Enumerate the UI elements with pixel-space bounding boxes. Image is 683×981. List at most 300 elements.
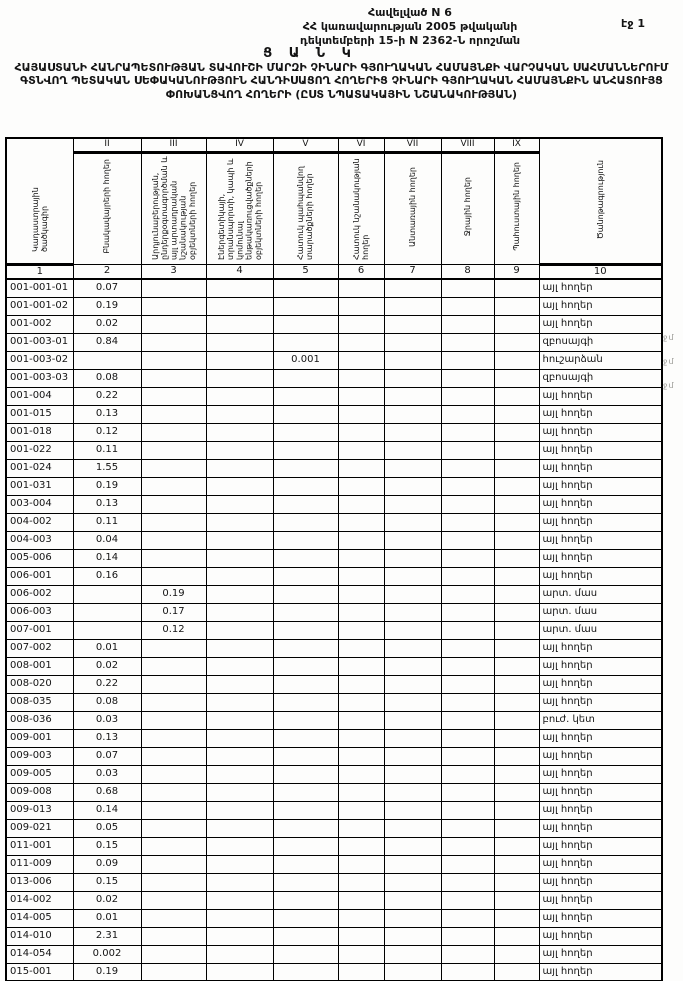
cell-area-value: [384, 549, 441, 567]
land-transfer-table: [5, 137, 663, 981]
cell-area-value: 0.11: [73, 441, 141, 459]
cell-area-value: [141, 801, 206, 819]
cell-area-value: [206, 495, 273, 513]
cell-area-value: [273, 459, 338, 477]
cell-area-value: [494, 477, 539, 495]
cell-area-value: [273, 855, 338, 873]
cell-note: բուժ. կետ: [539, 711, 662, 729]
handwritten-mark: ջմ: [663, 381, 675, 390]
cell-area-value: [494, 801, 539, 819]
cell-area-value: 0.001: [273, 351, 338, 369]
cell-area-value: [338, 639, 384, 657]
cell-area-value: [206, 747, 273, 765]
table-row: [6, 711, 662, 729]
table-row: [6, 657, 662, 675]
cell-note: այլ հողեր: [539, 729, 662, 747]
cell-area-value: [494, 531, 539, 549]
cell-area-value: [441, 891, 494, 909]
cell-area-value: [494, 765, 539, 783]
cell-cadastral-code: 003-004: [6, 495, 73, 513]
page-number: էջ 1: [621, 17, 645, 30]
cell-area-value: [384, 963, 441, 981]
cell-area-value: [384, 351, 441, 369]
col-header-protected-lands: Հատուկ պահպանվող տարածքների հողեր: [273, 152, 338, 264]
cell-cadastral-code: 001-003-01: [6, 333, 73, 351]
cell-area-value: [273, 333, 338, 351]
cell-area-value: [384, 927, 441, 945]
cell-area-value: [441, 513, 494, 531]
cell-cadastral-code: 008-001: [6, 657, 73, 675]
table-row: [6, 585, 662, 603]
cell-note: այլ հողեր: [539, 765, 662, 783]
cell-area-value: [441, 819, 494, 837]
cell-area-value: [141, 819, 206, 837]
cell-area-value: 0.14: [73, 549, 141, 567]
cell-area-value: 0.19: [141, 585, 206, 603]
cell-area-value: [494, 585, 539, 603]
cell-area-value: [494, 333, 539, 351]
cell-area-value: [206, 531, 273, 549]
cell-area-value: [338, 405, 384, 423]
cell-area-value: [273, 567, 338, 585]
cell-note: այլ հողեր: [539, 441, 662, 459]
cell-area-value: [494, 369, 539, 387]
cell-cadastral-code: 008-020: [6, 675, 73, 693]
cell-area-value: [338, 783, 384, 801]
cell-cadastral-code: 001-031: [6, 477, 73, 495]
appendix-reference: [230, 6, 590, 47]
cell-area-value: [273, 909, 338, 927]
table-row: [6, 873, 662, 891]
cell-area-value: [141, 297, 206, 315]
table-row: [6, 297, 662, 315]
table-row: [6, 747, 662, 765]
cell-cadastral-code: 009-001: [6, 729, 73, 747]
cell-area-value: [338, 729, 384, 747]
cell-cadastral-code: 009-021: [6, 819, 73, 837]
table-row: [6, 279, 662, 297]
cell-area-value: [384, 603, 441, 621]
cell-area-value: [141, 315, 206, 333]
cell-area-value: [273, 927, 338, 945]
cell-area-value: 0.03: [73, 711, 141, 729]
cell-note: այլ հողեր: [539, 531, 662, 549]
cell-area-value: [338, 315, 384, 333]
cell-area-value: [384, 765, 441, 783]
table-body: [6, 279, 662, 981]
table-row: [6, 855, 662, 873]
roman-numeral-viii: VIII: [441, 138, 494, 152]
cell-area-value: [273, 423, 338, 441]
cell-area-value: 0.002: [73, 945, 141, 963]
table-row: [6, 801, 662, 819]
cell-area-value: [384, 801, 441, 819]
cell-area-value: [338, 693, 384, 711]
table-row: [6, 405, 662, 423]
cell-area-value: [384, 513, 441, 531]
table-row: [6, 513, 662, 531]
cell-note: այլ հողեր: [539, 567, 662, 585]
cell-area-value: [141, 639, 206, 657]
cell-area-value: [141, 513, 206, 531]
cell-cadastral-code: 008-035: [6, 693, 73, 711]
cell-area-value: [206, 585, 273, 603]
cell-area-value: [338, 945, 384, 963]
cell-area-value: [273, 819, 338, 837]
cell-area-value: [494, 315, 539, 333]
cell-area-value: [494, 441, 539, 459]
roman-numeral-iii: III: [141, 138, 206, 152]
table-row: [6, 477, 662, 495]
cell-area-value: [494, 621, 539, 639]
cell-note: այլ հողեր: [539, 477, 662, 495]
column-number: 1: [6, 264, 73, 279]
cell-area-value: [273, 801, 338, 819]
table-row: [6, 729, 662, 747]
cell-area-value: [206, 819, 273, 837]
cell-area-value: [441, 603, 494, 621]
cell-area-value: [441, 729, 494, 747]
cell-area-value: [141, 765, 206, 783]
roman-numeral-v: V: [273, 138, 338, 152]
roman-numeral-iv: IV: [206, 138, 273, 152]
cell-area-value: 0.16: [73, 567, 141, 585]
cell-area-value: [441, 621, 494, 639]
cell-note: այլ հողեր: [539, 423, 662, 441]
cell-area-value: 0.14: [73, 801, 141, 819]
cell-area-value: [441, 873, 494, 891]
cell-area-value: [338, 747, 384, 765]
appendix-line2: ՀՀ կառավարության 2005 թվականի: [302, 19, 518, 33]
col-header-settlement-lands: Բնակավայրերի հողեր: [73, 152, 141, 264]
cell-area-value: [141, 495, 206, 513]
cell-area-value: [141, 675, 206, 693]
cell-area-value: [384, 405, 441, 423]
table-row: [6, 495, 662, 513]
table-row: [6, 369, 662, 387]
cell-area-value: [206, 945, 273, 963]
cell-area-value: [494, 603, 539, 621]
cell-area-value: [384, 279, 441, 297]
roman-numeral-ii: II: [73, 138, 141, 152]
cell-area-value: [206, 603, 273, 621]
cell-area-value: [338, 333, 384, 351]
cell-area-value: [141, 927, 206, 945]
cell-area-value: [338, 711, 384, 729]
cell-area-value: [384, 891, 441, 909]
table-row: [6, 783, 662, 801]
cell-note: այլ հողեր: [539, 945, 662, 963]
cell-area-value: [384, 477, 441, 495]
column-number: 2: [73, 264, 141, 279]
cell-area-value: [73, 351, 141, 369]
cell-area-value: [273, 747, 338, 765]
cell-note: այլ հողեր: [539, 297, 662, 315]
cell-area-value: [338, 495, 384, 513]
cell-area-value: [141, 693, 206, 711]
table-row: [6, 891, 662, 909]
column-number: 10: [539, 264, 662, 279]
cell-area-value: [384, 567, 441, 585]
cell-area-value: [206, 459, 273, 477]
cell-area-value: [384, 657, 441, 675]
appendix-line3: դեկտեմբերի 15-ի N 2362-Ն որոշման: [299, 33, 521, 47]
handwritten-mark: ջմ: [663, 333, 675, 342]
cell-area-value: [384, 423, 441, 441]
cell-area-value: [206, 297, 273, 315]
cell-area-value: [141, 945, 206, 963]
cell-area-value: [384, 855, 441, 873]
cell-note: այլ հողեր: [539, 927, 662, 945]
cell-area-value: [206, 639, 273, 657]
cell-area-value: [494, 639, 539, 657]
cell-cadastral-code: 009-005: [6, 765, 73, 783]
cell-area-value: [441, 423, 494, 441]
cell-area-value: [273, 315, 338, 333]
cell-note: այլ հողեր: [539, 513, 662, 531]
cell-area-value: 0.04: [73, 531, 141, 549]
cell-area-value: 0.08: [73, 693, 141, 711]
cell-area-value: [206, 441, 273, 459]
cell-area-value: [494, 783, 539, 801]
table-row: [6, 387, 662, 405]
cell-area-value: [206, 369, 273, 387]
table-row: [6, 315, 662, 333]
cell-area-value: 0.08: [73, 369, 141, 387]
cell-area-value: [441, 945, 494, 963]
cell-area-value: [206, 693, 273, 711]
cell-area-value: [494, 405, 539, 423]
cell-area-value: 0.17: [141, 603, 206, 621]
cell-area-value: 0.02: [73, 657, 141, 675]
column-number: 7: [384, 264, 441, 279]
cell-area-value: [273, 711, 338, 729]
cell-area-value: [338, 675, 384, 693]
cell-cadastral-code: 004-003: [6, 531, 73, 549]
cell-area-value: [338, 585, 384, 603]
col-header-cadastral-code: Կադաստրային ծածկագիր: [6, 138, 73, 264]
cell-area-value: [206, 351, 273, 369]
cell-area-value: 0.12: [73, 423, 141, 441]
cell-area-value: [338, 369, 384, 387]
cell-area-value: 0.15: [73, 837, 141, 855]
cell-cadastral-code: 001-022: [6, 441, 73, 459]
cell-cadastral-code: 011-001: [6, 837, 73, 855]
cell-area-value: [338, 567, 384, 585]
cell-area-value: [494, 423, 539, 441]
cell-area-value: 0.02: [73, 891, 141, 909]
cell-area-value: [384, 459, 441, 477]
cell-area-value: 1.55: [73, 459, 141, 477]
cell-area-value: 0.02: [73, 315, 141, 333]
cell-area-value: [273, 765, 338, 783]
cell-area-value: [441, 783, 494, 801]
cell-area-value: [273, 783, 338, 801]
cell-area-value: 0.01: [73, 909, 141, 927]
cell-area-value: [206, 873, 273, 891]
table-row: [6, 945, 662, 963]
cell-area-value: [441, 585, 494, 603]
cell-area-value: [494, 513, 539, 531]
cell-area-value: [494, 873, 539, 891]
cell-cadastral-code: 008-036: [6, 711, 73, 729]
table-row: [6, 963, 662, 981]
cell-area-value: [273, 891, 338, 909]
cell-note: այլ հողեր: [539, 873, 662, 891]
cell-area-value: [141, 423, 206, 441]
cell-cadastral-code: 011-009: [6, 855, 73, 873]
cell-area-value: [141, 387, 206, 405]
cell-area-value: 0.19: [73, 297, 141, 315]
cell-area-value: [206, 315, 273, 333]
cell-area-value: [384, 783, 441, 801]
cell-area-value: [384, 747, 441, 765]
cell-area-value: [338, 513, 384, 531]
cell-area-value: [338, 351, 384, 369]
cell-note: այլ հողեր: [539, 657, 662, 675]
cell-area-value: [494, 711, 539, 729]
cell-area-value: 0.13: [73, 495, 141, 513]
cell-area-value: [338, 765, 384, 783]
cell-area-value: [338, 819, 384, 837]
cell-area-value: [441, 549, 494, 567]
cell-area-value: [206, 891, 273, 909]
roman-numeral-vi: VI: [338, 138, 384, 152]
cell-note: այլ հողեր: [539, 747, 662, 765]
cell-area-value: [141, 783, 206, 801]
cell-area-value: [441, 459, 494, 477]
cell-area-value: [384, 909, 441, 927]
col-header-forest-lands: Անտառային հողեր: [384, 152, 441, 264]
cell-area-value: [494, 387, 539, 405]
cell-cadastral-code: 005-006: [6, 549, 73, 567]
cell-note: այլ հողեր: [539, 639, 662, 657]
cell-cadastral-code: 014-002: [6, 891, 73, 909]
cell-area-value: [384, 315, 441, 333]
cell-area-value: [206, 333, 273, 351]
table-row: [6, 351, 662, 369]
cell-area-value: [338, 909, 384, 927]
table-row: [6, 639, 662, 657]
cell-area-value: [441, 711, 494, 729]
cell-area-value: [494, 693, 539, 711]
cell-area-value: [338, 603, 384, 621]
table-row: [6, 603, 662, 621]
cell-area-value: [494, 819, 539, 837]
col-header-special-lands: Հատուկ նշանակության հողեր: [338, 152, 384, 264]
cell-note: հուշարձան: [539, 351, 662, 369]
cell-area-value: [273, 441, 338, 459]
cell-area-value: [206, 729, 273, 747]
cell-cadastral-code: 015-001: [6, 963, 73, 981]
cell-area-value: 0.03: [73, 765, 141, 783]
cell-area-value: [441, 531, 494, 549]
cell-area-value: [273, 549, 338, 567]
cell-area-value: [494, 459, 539, 477]
cell-area-value: [384, 639, 441, 657]
cell-area-value: [206, 855, 273, 873]
cell-note: այլ հողեր: [539, 459, 662, 477]
cell-area-value: [273, 621, 338, 639]
cell-area-value: [141, 855, 206, 873]
cell-area-value: 0.12: [141, 621, 206, 639]
list-heading: Ց Ա Ն Կ: [263, 46, 357, 61]
cell-area-value: 0.13: [73, 729, 141, 747]
col-header-industrial-lands: Արդյունաբերության, ընդերքօգտագործման և այլ արտադրական նշանակության օբյեկտների հողեր: [141, 152, 206, 264]
cell-area-value: [441, 855, 494, 873]
cell-area-value: [384, 495, 441, 513]
cell-cadastral-code: 014-054: [6, 945, 73, 963]
cell-area-value: [206, 621, 273, 639]
table-row: [6, 423, 662, 441]
appendix-line1: Հավելված N 6: [368, 6, 452, 19]
table-row: [6, 927, 662, 945]
cell-area-value: [338, 459, 384, 477]
table-row: [6, 693, 662, 711]
cell-area-value: [384, 675, 441, 693]
column-number: 9: [494, 264, 539, 279]
cell-area-value: [441, 351, 494, 369]
cell-note: այլ հողեր: [539, 495, 662, 513]
cell-cadastral-code: 001-004: [6, 387, 73, 405]
table-row: [6, 837, 662, 855]
cell-cadastral-code: 006-003: [6, 603, 73, 621]
cell-note: այլ հողեր: [539, 801, 662, 819]
cell-area-value: [384, 297, 441, 315]
cell-area-value: [141, 279, 206, 297]
cell-area-value: [273, 405, 338, 423]
cell-area-value: [441, 963, 494, 981]
cell-area-value: [384, 621, 441, 639]
cell-area-value: [384, 333, 441, 351]
cell-area-value: [441, 333, 494, 351]
cell-area-value: [206, 423, 273, 441]
cell-cadastral-code: 013-006: [6, 873, 73, 891]
cell-area-value: [206, 279, 273, 297]
cell-area-value: [441, 675, 494, 693]
cell-area-value: [494, 729, 539, 747]
cell-note: այլ հողեր: [539, 279, 662, 297]
cell-note: այլ հողեր: [539, 819, 662, 837]
cell-note: այլ հողեր: [539, 837, 662, 855]
cell-area-value: [206, 909, 273, 927]
cell-area-value: [441, 909, 494, 927]
cell-area-value: [441, 405, 494, 423]
cell-area-value: 0.11: [73, 513, 141, 531]
cell-cadastral-code: 009-013: [6, 801, 73, 819]
table-row: [6, 531, 662, 549]
cell-area-value: [494, 747, 539, 765]
cell-area-value: [273, 963, 338, 981]
column-number: 4: [206, 264, 273, 279]
cell-area-value: 2.31: [73, 927, 141, 945]
cell-area-value: [338, 387, 384, 405]
cell-area-value: [141, 333, 206, 351]
table-row: [6, 333, 662, 351]
cell-area-value: 0.22: [73, 387, 141, 405]
cell-area-value: [273, 513, 338, 531]
cell-area-value: [338, 657, 384, 675]
cell-area-value: [441, 315, 494, 333]
cell-area-value: [141, 747, 206, 765]
cell-area-value: [338, 891, 384, 909]
cell-area-value: [273, 837, 338, 855]
cell-note: այլ հողեր: [539, 909, 662, 927]
cell-area-value: [141, 351, 206, 369]
cell-area-value: [384, 819, 441, 837]
cell-area-value: [494, 351, 539, 369]
cell-area-value: [441, 495, 494, 513]
